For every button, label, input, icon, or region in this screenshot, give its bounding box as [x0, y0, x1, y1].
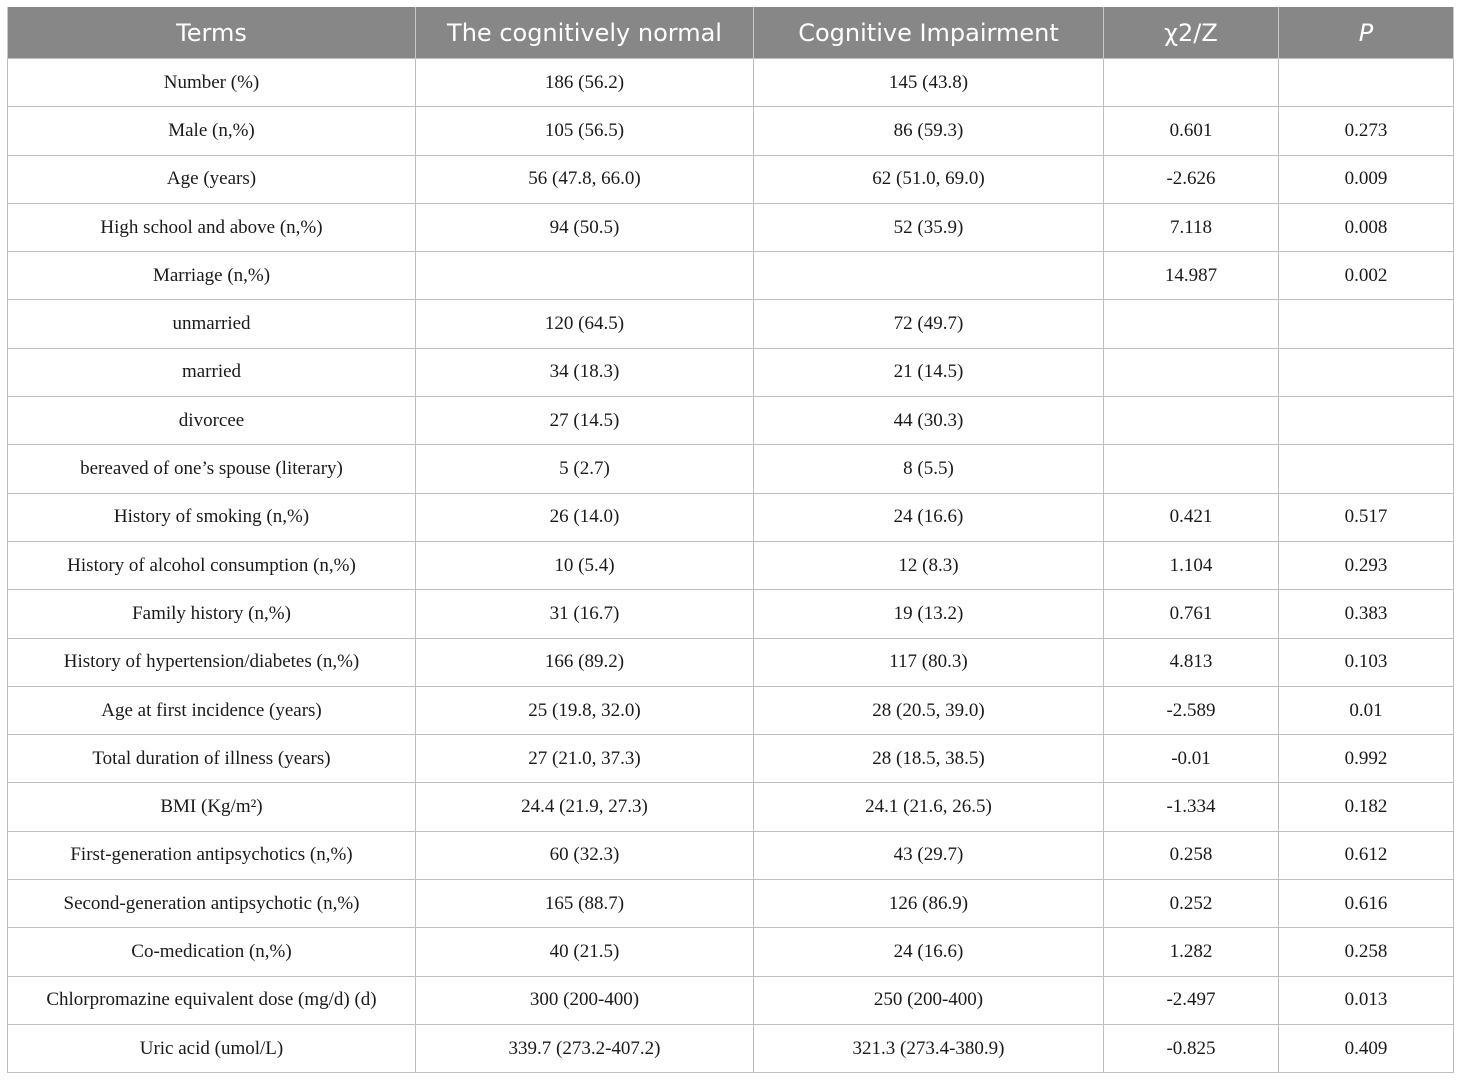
cell-impairment: 19 (13.2): [754, 590, 1104, 638]
cell-term: Age at first incidence (years): [8, 686, 416, 734]
header-cognitive-impairment: Cognitive Impairment: [754, 7, 1104, 59]
cell-normal: 94 (50.5): [416, 203, 754, 251]
cell-normal: 60 (32.3): [416, 831, 754, 879]
cell-normal: 56 (47.8, 66.0): [416, 155, 754, 203]
table-row: [8, 300, 1454, 348]
table-row: [8, 59, 1454, 107]
cell-term: Age (years): [8, 155, 416, 203]
cell-p-value: [1279, 397, 1454, 445]
cell-term: Family history (n,%): [8, 590, 416, 638]
cell-statistic: -2.589: [1104, 686, 1279, 734]
cell-term: History of smoking (n,%): [8, 493, 416, 541]
table-row: [8, 686, 1454, 734]
cell-p-value: 0.009: [1279, 155, 1454, 203]
cell-p-value: 0.002: [1279, 252, 1454, 300]
cell-term: Number (%): [8, 59, 416, 107]
header-p-value: P: [1279, 7, 1454, 59]
cell-normal: 25 (19.8, 32.0): [416, 686, 754, 734]
cell-impairment: 321.3 (273.4-380.9): [754, 1024, 1104, 1072]
cell-p-value: 0.293: [1279, 541, 1454, 589]
table-row: [8, 976, 1454, 1024]
cell-normal: 105 (56.5): [416, 107, 754, 155]
table-row: [8, 783, 1454, 831]
cell-p-value: 0.008: [1279, 203, 1454, 251]
table-row: [8, 107, 1454, 155]
table-header: [8, 7, 1454, 59]
cell-impairment: 28 (20.5, 39.0): [754, 686, 1104, 734]
table-row: [8, 638, 1454, 686]
cell-statistic: 0.252: [1104, 880, 1279, 928]
cell-p-value: [1279, 59, 1454, 107]
cell-impairment: 72 (49.7): [754, 300, 1104, 348]
cell-statistic: 0.601: [1104, 107, 1279, 155]
table-container: [7, 7, 1453, 1073]
cell-statistic: [1104, 445, 1279, 493]
cell-statistic: 0.761: [1104, 590, 1279, 638]
table-row: [8, 397, 1454, 445]
cell-statistic: [1104, 348, 1279, 396]
cell-p-value: [1279, 348, 1454, 396]
table-row: [8, 445, 1454, 493]
table-row: [8, 203, 1454, 251]
cell-term: divorcee: [8, 397, 416, 445]
cell-term: History of hypertension/diabetes (n,%): [8, 638, 416, 686]
cell-p-value: 0.612: [1279, 831, 1454, 879]
cell-term: Second-generation antipsychotic (n,%): [8, 880, 416, 928]
table-row: [8, 735, 1454, 783]
cell-p-value: 0.258: [1279, 928, 1454, 976]
header-row: [8, 7, 1454, 59]
cell-normal: 300 (200-400): [416, 976, 754, 1024]
demographics-table: [7, 7, 1454, 1073]
cell-p-value: [1279, 300, 1454, 348]
cell-impairment: 28 (18.5, 38.5): [754, 735, 1104, 783]
cell-normal: 5 (2.7): [416, 445, 754, 493]
cell-p-value: 0.517: [1279, 493, 1454, 541]
cell-impairment: 250 (200-400): [754, 976, 1104, 1024]
table-row: [8, 880, 1454, 928]
table-row: [8, 590, 1454, 638]
cell-statistic: [1104, 300, 1279, 348]
cell-statistic: 7.118: [1104, 203, 1279, 251]
cell-statistic: 4.813: [1104, 638, 1279, 686]
cell-impairment: 86 (59.3): [754, 107, 1104, 155]
cell-normal: 27 (14.5): [416, 397, 754, 445]
cell-p-value: 0.182: [1279, 783, 1454, 831]
cell-statistic: 0.421: [1104, 493, 1279, 541]
cell-impairment: 12 (8.3): [754, 541, 1104, 589]
cell-p-value: 0.992: [1279, 735, 1454, 783]
cell-term: unmarried: [8, 300, 416, 348]
cell-term: Uric acid (umol/L): [8, 1024, 416, 1072]
cell-impairment: 21 (14.5): [754, 348, 1104, 396]
cell-p-value: 0.383: [1279, 590, 1454, 638]
cell-term: bereaved of one’s spouse (literary): [8, 445, 416, 493]
cell-term: Co-medication (n,%): [8, 928, 416, 976]
cell-statistic: -1.334: [1104, 783, 1279, 831]
cell-normal: 34 (18.3): [416, 348, 754, 396]
cell-term: Male (n,%): [8, 107, 416, 155]
cell-normal: 10 (5.4): [416, 541, 754, 589]
cell-impairment: 117 (80.3): [754, 638, 1104, 686]
cell-statistic: -0.01: [1104, 735, 1279, 783]
cell-normal: 165 (88.7): [416, 880, 754, 928]
cell-normal: 31 (16.7): [416, 590, 754, 638]
cell-term: First-generation antipsychotics (n,%): [8, 831, 416, 879]
header-cognitively-normal: The cognitively normal: [416, 7, 754, 59]
cell-term: married: [8, 348, 416, 396]
cell-term: History of alcohol consumption (n,%): [8, 541, 416, 589]
cell-normal: 24.4 (21.9, 27.3): [416, 783, 754, 831]
cell-normal: 166 (89.2): [416, 638, 754, 686]
cell-term: Marriage (n,%): [8, 252, 416, 300]
cell-impairment: 24.1 (21.6, 26.5): [754, 783, 1104, 831]
table-body: [8, 59, 1454, 1073]
cell-statistic: [1104, 59, 1279, 107]
table-row: [8, 348, 1454, 396]
cell-impairment: 145 (43.8): [754, 59, 1104, 107]
cell-impairment: 52 (35.9): [754, 203, 1104, 251]
cell-p-value: [1279, 445, 1454, 493]
cell-statistic: -2.497: [1104, 976, 1279, 1024]
cell-normal: 339.7 (273.2-407.2): [416, 1024, 754, 1072]
cell-statistic: 0.258: [1104, 831, 1279, 879]
cell-p-value: 0.013: [1279, 976, 1454, 1024]
cell-normal: 120 (64.5): [416, 300, 754, 348]
cell-p-value: 0.273: [1279, 107, 1454, 155]
cell-impairment: 43 (29.7): [754, 831, 1104, 879]
cell-impairment: 24 (16.6): [754, 493, 1104, 541]
table-row: [8, 252, 1454, 300]
cell-statistic: 1.282: [1104, 928, 1279, 976]
cell-impairment: 24 (16.6): [754, 928, 1104, 976]
cell-statistic: -0.825: [1104, 1024, 1279, 1072]
cell-p-value: 0.01: [1279, 686, 1454, 734]
cell-impairment: 62 (51.0, 69.0): [754, 155, 1104, 203]
cell-statistic: -2.626: [1104, 155, 1279, 203]
table-row: [8, 928, 1454, 976]
cell-impairment: 126 (86.9): [754, 880, 1104, 928]
cell-term: High school and above (n,%): [8, 203, 416, 251]
table-row: [8, 541, 1454, 589]
cell-impairment: 44 (30.3): [754, 397, 1104, 445]
cell-p-value: 0.616: [1279, 880, 1454, 928]
cell-normal: 27 (21.0, 37.3): [416, 735, 754, 783]
cell-normal: 186 (56.2): [416, 59, 754, 107]
table-row: [8, 831, 1454, 879]
cell-term: Chlorpromazine equivalent dose (mg/d) (d): [8, 976, 416, 1024]
table-row: [8, 155, 1454, 203]
cell-term: Total duration of illness (years): [8, 735, 416, 783]
cell-normal: [416, 252, 754, 300]
cell-statistic: 1.104: [1104, 541, 1279, 589]
cell-term: BMI (Kg/m²): [8, 783, 416, 831]
cell-statistic: 14.987: [1104, 252, 1279, 300]
header-terms: Terms: [8, 7, 416, 59]
table-row: [8, 1024, 1454, 1072]
header-chi2-z: χ2/Z: [1104, 7, 1279, 59]
cell-normal: 26 (14.0): [416, 493, 754, 541]
cell-normal: 40 (21.5): [416, 928, 754, 976]
cell-impairment: 8 (5.5): [754, 445, 1104, 493]
cell-statistic: [1104, 397, 1279, 445]
cell-impairment: [754, 252, 1104, 300]
table-row: [8, 493, 1454, 541]
cell-p-value: 0.409: [1279, 1024, 1454, 1072]
cell-p-value: 0.103: [1279, 638, 1454, 686]
